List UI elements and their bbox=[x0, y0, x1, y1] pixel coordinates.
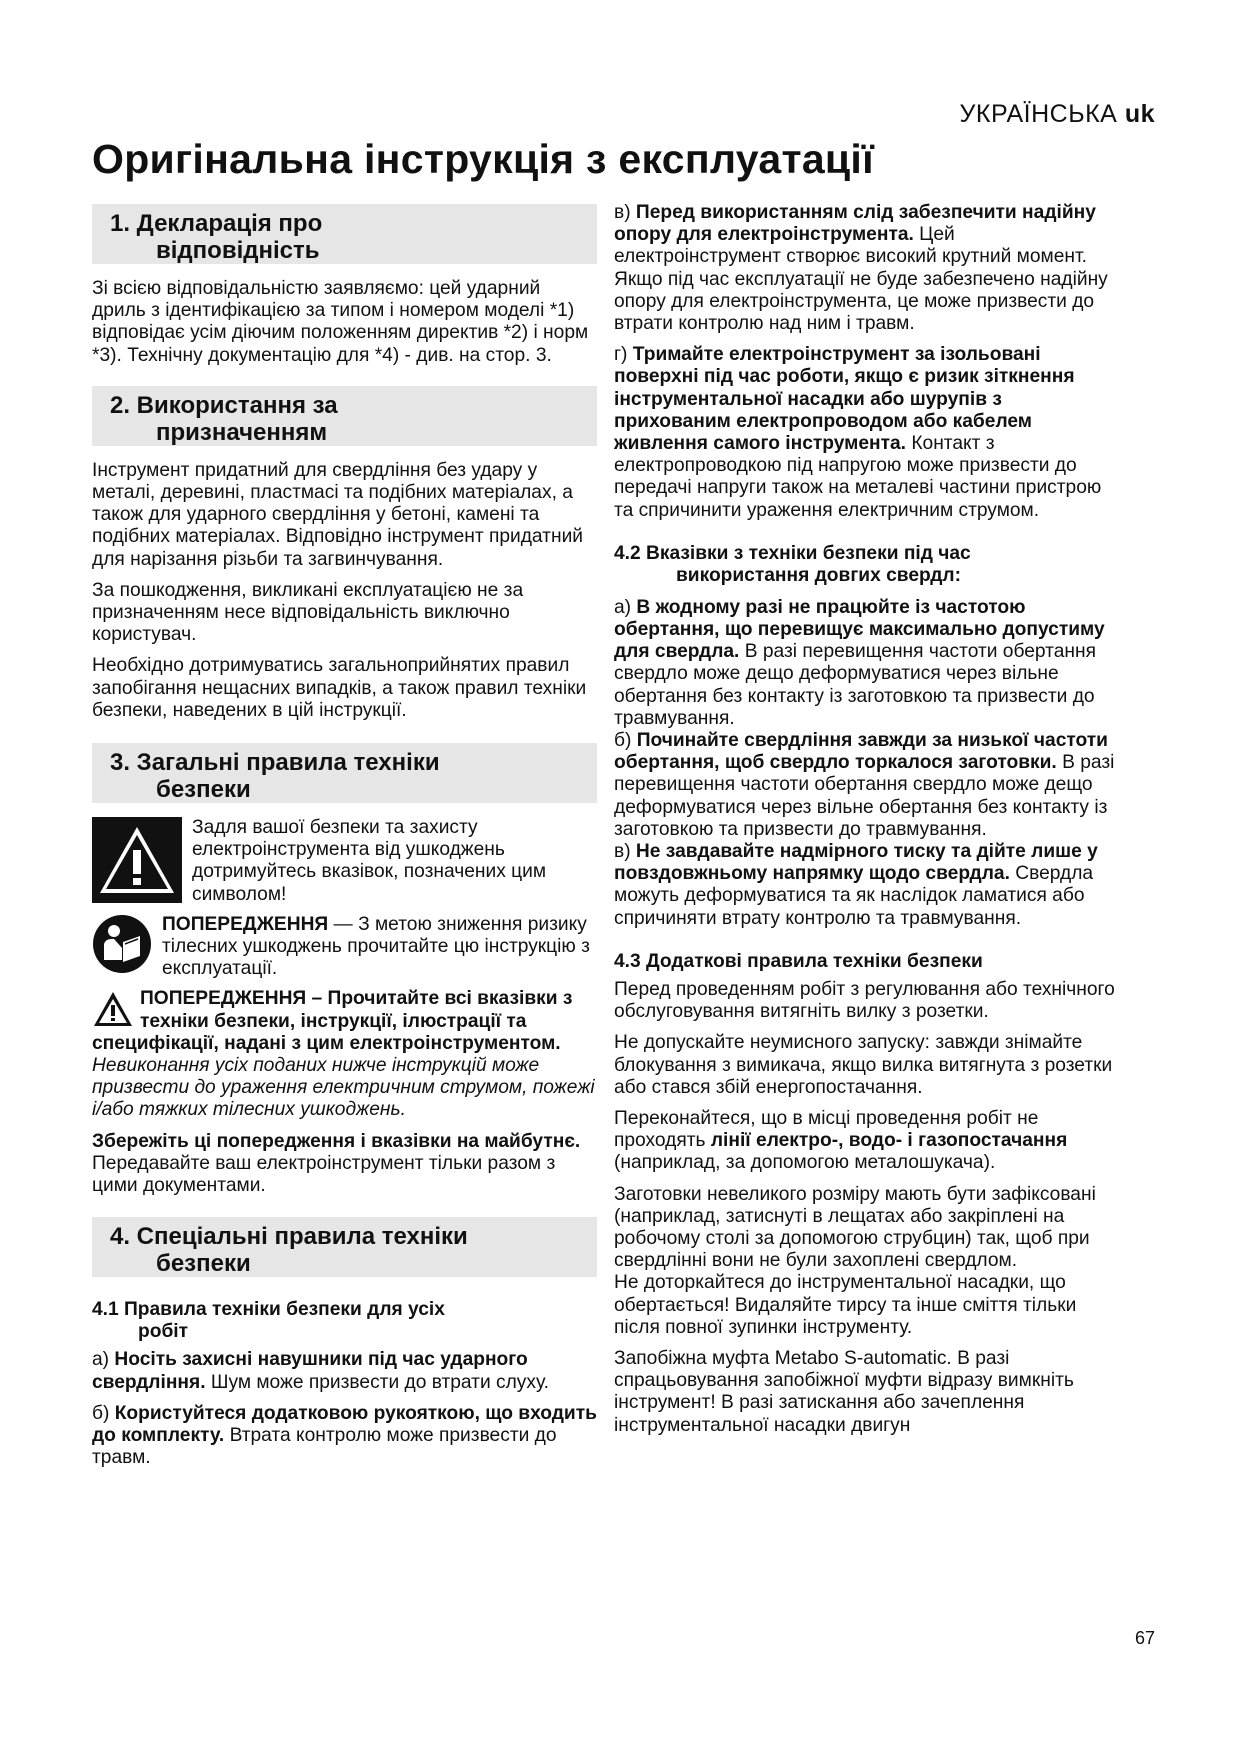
section-2-title-line1: 2. Використання за bbox=[110, 391, 338, 419]
intended-use-p1: Інструмент придатний для свердління без удару у металі, деревині, пластмасі та подібних матеріалах, а також для ударного свердління у бетоні, камені та подібних матеріалах. Відповідно інструмент придатний для нарізання різьби та загвинчування. bbox=[92, 459, 584, 570]
rule-4-1-g-prefix: г) bbox=[614, 344, 633, 366]
rule-4-1-a-text: Шум може призвести до втрати слуху. bbox=[205, 1371, 549, 1393]
safety-symbol-text: Задля вашої безпеки та захисту електроінструмента від ушкоджень дотримуйтесь вказівок, позначених цим символом! bbox=[192, 817, 547, 905]
section-heading-4 bbox=[92, 1217, 597, 1277]
rule-4-1-g-text: Контакт з електропроводкою під напругою може призвести до передачі напруги також на металеві частини пристрою та спричинити ураження електричним струмом. bbox=[614, 433, 1102, 521]
section-heading-3 bbox=[92, 743, 597, 803]
additional-rule-3 bbox=[614, 1108, 1122, 1175]
right-column bbox=[614, 202, 1122, 1446]
read-manual-body: — З метою зниження ризику тілесних ушкоджень прочитайте цю інструкцію з експлуатації. bbox=[162, 913, 590, 980]
left-column bbox=[92, 204, 597, 1478]
additional-rule-6: Запобіжна муфта Metabo S-automatic. В разі спрацьовування запобіжної муфти відразу вимкніть інструмент! В разі затискання або зачеплення інструментальної насадки двигун bbox=[614, 1347, 1074, 1436]
safety-symbol-note bbox=[92, 817, 597, 906]
declaration-text: Зі всією відповідальністю заявляємо: цей ударний дриль з ідентифікацією за типом і номером моделі *1) відповідає усім діючим положенням директив *2) і норм *3). Технічну документацію для *4) - див. на стор. 3. bbox=[92, 278, 589, 366]
additional-rule-3-a: Переконайтеся, що в місці проведення робіт не проходять bbox=[614, 1107, 1039, 1152]
rule-4-1-b-prefix: б) bbox=[92, 1402, 115, 1424]
rule-4-2-c-text: Свердла можуть деформуватися та як наслідок ламатися або спричиняти втрату контролю та травмування. bbox=[614, 863, 1094, 929]
rule-4-1-b bbox=[92, 1403, 597, 1470]
section-3-title-line2: безпеки bbox=[156, 776, 251, 804]
intended-use-p2: За пошкодження, викликані експлуатацією не за призначенням несе відповідальність виключно користувач. bbox=[92, 579, 524, 646]
language-label bbox=[960, 100, 1155, 129]
section-1-title-line2: відповідність bbox=[156, 237, 320, 264]
rule-4-2-a-text: В разі перевищення частоти обертання свердло може дещо деформуватися через вільне обертання без контакту із заготовкою та призвести до травмування. bbox=[614, 641, 1096, 729]
rule-4-2-c-prefix: в) bbox=[614, 841, 636, 863]
rule-4-1-b-text: Втрата контролю може призвести до травм. bbox=[92, 1424, 557, 1469]
additional-rule-3-b: (наприклад, за допомогою металошукача). bbox=[614, 1152, 996, 1174]
rule-4-2-a bbox=[614, 597, 1122, 730]
rule-4-2-b-bold: Починайте свердління завжди за низької частоти обертання, щоб свердло торкалося заготовки. bbox=[614, 730, 1108, 774]
subsection-4-2-line1: 4.2 Вказівки з техніки безпеки під час bbox=[614, 542, 971, 564]
subsection-4-1-line1: 4.1 Правила техніки безпеки для усіх bbox=[92, 1299, 445, 1321]
rule-4-2-c bbox=[614, 841, 1122, 930]
language-name: УКРАЇНСЬКА bbox=[959, 100, 1118, 128]
read-all-warnings-bold: ПОПЕРЕДЖЕННЯ – Прочитайте всі вказівки з техніки безпеки, інструкції, ілюстрації та специфікації, надані з цим електроінструментом. bbox=[92, 988, 573, 1054]
subsection-4-3-title: 4.3 Додаткові правила техніки безпеки bbox=[614, 950, 983, 972]
keep-instructions bbox=[92, 1131, 597, 1198]
additional-rule-1: Перед проведенням робіт з регулювання або технічного обслуговування витягніть вилку з розетки. bbox=[614, 978, 1115, 1023]
section-3-title-line1: 3. Загальні правила техніки bbox=[110, 749, 440, 777]
section-heading-1 bbox=[92, 204, 597, 264]
additional-rule-4: Заготовки невеликого розміру мають бути зафіксовані (наприклад, затиснуті в лещатах або закріплені на робочому столі за допомогою струбцин) так, щоб при свердлінні вони не були захоплені свердлом. bbox=[614, 1183, 1096, 1272]
additional-rule-5: Не доторкайтеся до інструментальної насадки, що обертається! Видаляйте тирсу та інше сміття тільки після повної зупинки інструменту. bbox=[614, 1272, 1077, 1338]
rule-4-1-v-text: Цей електроінструмент створює високий крутний момент. Якщо під час експлуатації не буде забезпечено надійну опору для електроінструмента, це може призвести до втрати контролю над ним і травм. bbox=[614, 224, 1108, 335]
rule-4-2-b-text: В разі перевищення частоти обертання свердло може дещо деформуватися через вільне обертання без контакту із заготовкою та призвести до травмування. bbox=[614, 752, 1115, 840]
rule-4-2-b bbox=[614, 730, 1122, 841]
rule-4-1-v-bold: Перед використанням слід забезпечити надійну опору для електроінструмента. bbox=[614, 202, 1096, 246]
rule-4-1-v bbox=[614, 202, 1122, 335]
rule-4-2-a-prefix: а) bbox=[614, 596, 637, 618]
keep-instructions-bold: Збережіть ці попередження і вказівки на майбутнє. bbox=[92, 1130, 581, 1152]
additional-rule-2: Не допускайте неумисного запуску: завжди знімайте блокування з вимикача, якщо вилка витягнута з розетки або стався збій енергопостачання. bbox=[614, 1032, 1113, 1098]
read-manual-warning bbox=[92, 914, 597, 981]
rule-4-1-b-bold: Користуйтеся додатковою рукояткою, що входить до комплекту. bbox=[92, 1402, 597, 1446]
rule-4-2-b-prefix: б) bbox=[614, 730, 637, 752]
rule-4-1-g bbox=[614, 344, 1122, 522]
read-manual-icon bbox=[92, 914, 152, 974]
subsection-4-1-line2: робіт bbox=[138, 1321, 189, 1343]
rule-4-1-a bbox=[92, 1349, 597, 1393]
rule-4-1-g-bold: Тримайте електроінструмент за ізольовані поверхні під час роботи, якщо є ризик зіткнення інструментальної насадки або шурупів з прихованим електропроводом або кабелем живлення самого інструмента. bbox=[614, 344, 1075, 455]
rule-4-1-v-prefix: в) bbox=[614, 202, 636, 223]
subsection-4-1-title bbox=[92, 1299, 597, 1343]
page-number: 67 bbox=[1134, 1628, 1155, 1648]
section-4-title-line2: безпеки bbox=[156, 1250, 251, 1278]
read-all-warnings bbox=[92, 988, 597, 1121]
intended-use-p3: Необхідно дотримуватись загальноприйнятих правил запобігання нещасних випадків, а також правил техніки безпеки, наведених в цій інструкції. bbox=[92, 655, 587, 721]
rule-4-2-c-bold: Не завдавайте надмірного тиску та дійте лише у повздовжньому напрямку щодо свердла. bbox=[614, 841, 1098, 885]
warning-triangle-icon bbox=[92, 817, 182, 903]
language-code: uk bbox=[1124, 100, 1155, 128]
read-manual-text bbox=[162, 914, 597, 981]
page-title: Оригінальна інструкція з експлуатації bbox=[92, 136, 874, 182]
read-all-warnings-italic: Невиконання усіх поданих нижче інструкцій може призвести до ураження електричним струмом, пожежі і/або тяжких тілесних ушкоджень. bbox=[92, 1055, 595, 1121]
section-4-title-line1: 4. Спеціальні правила техніки bbox=[110, 1223, 468, 1251]
rule-4-1-a-prefix: а) bbox=[92, 1349, 115, 1371]
rule-4-2-a-bold: В жодному разі не працюйте із частотою обертання, що перевищує максимально допустиму для свердла. bbox=[614, 596, 1105, 663]
section-heading-2 bbox=[92, 386, 597, 446]
small-warning-icon bbox=[92, 990, 134, 1028]
keep-instructions-text: Передавайте ваш електроінструмент тільки разом з цими документами. bbox=[92, 1152, 556, 1197]
section-1-title-line1: 1. Декларація про bbox=[110, 210, 323, 237]
read-manual-bold: ПОПЕРЕДЖЕННЯ bbox=[162, 913, 329, 935]
rule-4-1-a-bold: Носіть захисні навушники під час ударного свердління. bbox=[92, 1349, 528, 1393]
section-2-title-line2: призначенням bbox=[156, 418, 328, 446]
additional-rule-3-bold: лінії електро-, водо- і газопостачання bbox=[710, 1130, 1068, 1152]
subsection-4-2-title bbox=[614, 543, 1122, 587]
subsection-4-2-line2: використання довгих свердл: bbox=[676, 564, 961, 586]
